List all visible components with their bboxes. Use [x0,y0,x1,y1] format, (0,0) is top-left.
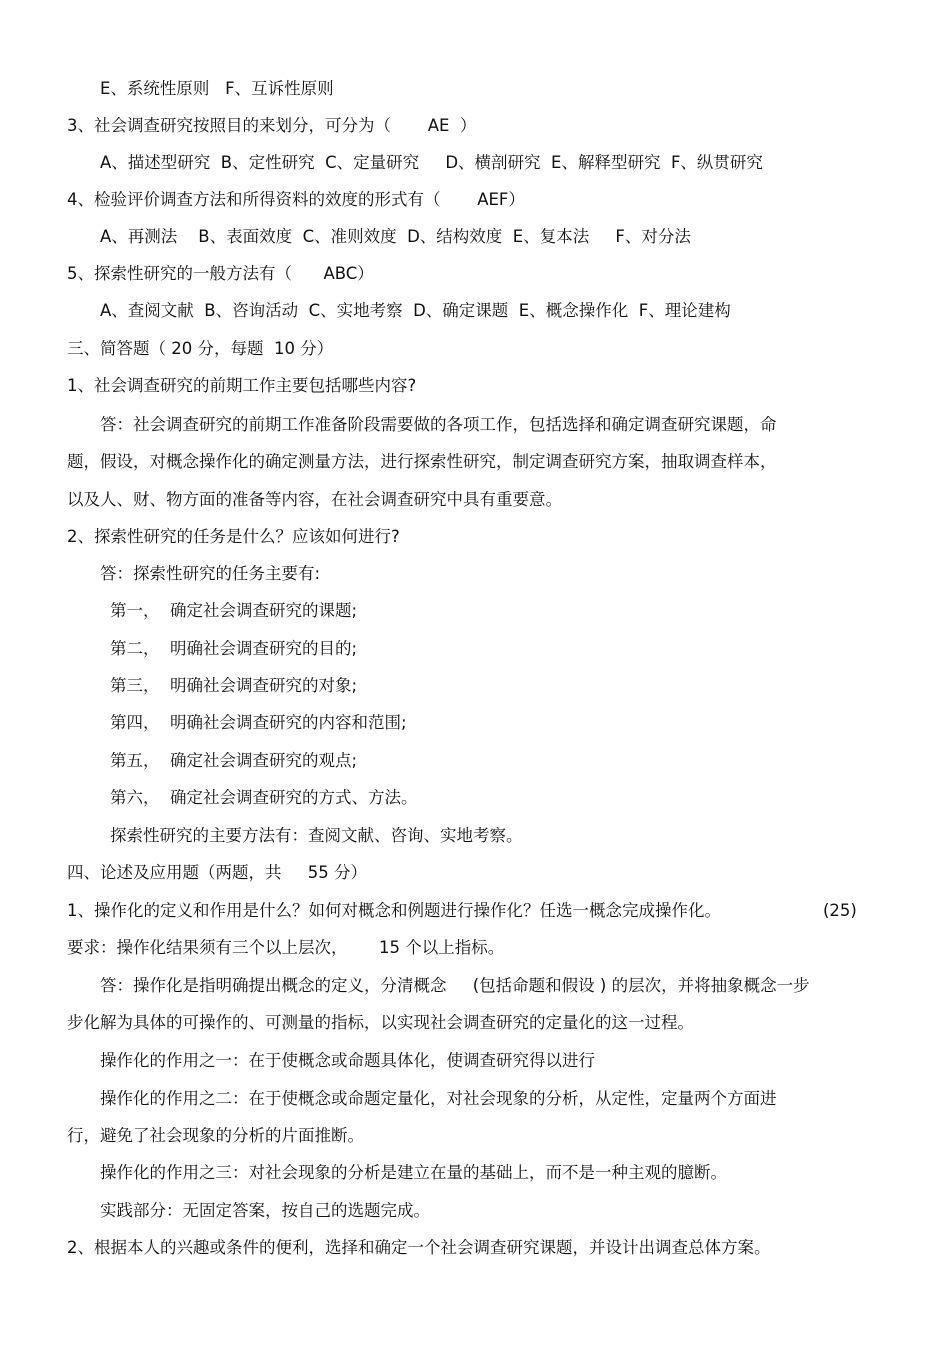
answer-line: 题，假设，对概念操作化的确定测量方法，进行探索性研究，制定调查研究方案，抽取调查样本， [67,452,777,471]
answer-line: 以及人、财、物方面的准备等内容，在社会调查研究中具有重要意。 [67,490,562,509]
list-item: 第五， 确定社会调查研究的观点; [110,751,358,770]
option-line: E、系统性原则 F、互诉性原则 [100,79,334,98]
option-line: A、再测法 B、表面效度 C、准则效度 D、结构效度 E、复本法 F、对分法 [100,227,691,246]
option-line: A、查阅文献 B、咨询活动 C、实地考察 D、确定课题 E、概念操作化 F、理论建构 [100,301,731,320]
question-line: 1、社会调查研究的前期工作主要包括哪些内容? [67,376,417,395]
section-heading: 三、简答题（ 20 分，每题 10 分） [67,339,334,358]
list-item: 第二， 明确社会调查研究的目的; [110,639,358,658]
question-line: 1、操作化的定义和作用是什么？如何对概念和例题进行操作化？任选一概念完成操作化。 (25) [0,896,950,926]
list-item: 第一， 确定社会调查研究的课题; [110,601,358,620]
answer-line: 操作化的作用之三：对社会现象的分析是建立在量的基础上，而不是一种主观的臆断。 [100,1163,727,1182]
answer-line: 探索性研究的主要方法有：查阅文献、咨询、实地考察。 [110,826,523,845]
question-line: 要求：操作化结果须有三个以上层次， 15 个以上指标。 [67,938,505,957]
answer-line: 操作化的作用之二：在于使概念或命题定量化，对社会现象的分析，从定性，定量两个方面进 [100,1089,777,1108]
question-line: 4、检验评价调查方法和所得资料的效度的形式有（ AEF） [67,190,525,209]
section-heading: 四、论述及应用题（两题，共 55 分） [67,863,367,882]
option-line: A、描述型研究 B、定性研究 C、定量研究 D、横剖研究 E、解释型研究 F、纵贯研究 [100,153,763,172]
answer-line: 步化解为具体的可操作的、可测量的指标，以实现社会调查研究的定量化的这一过程。 [67,1013,694,1032]
question-line: 2、根据本人的兴趣或条件的便利，选择和确定一个社会调查研究课题，并设计出调查总体方案。 [67,1238,771,1257]
question-line: 2、探索性研究的任务是什么？应该如何进行? [67,527,400,546]
answer-line: 答：操作化是指明确提出概念的定义，分清概念 (包括命题和假设 ) 的层次，并将抽象概念一步 [100,976,810,995]
answer-line: 实践部分：无固定答案，按自己的选题完成。 [100,1201,430,1220]
answer-line: 答：探索性研究的任务主要有: [100,564,321,583]
answer-line: 答：社会调查研究的前期工作准备阶段需要做的各项工作，包括选择和确定调查研究课题，命 [100,415,777,434]
list-item: 第六， 确定社会调查研究的方式、方法。 [110,788,418,807]
question-line: 5、探索性研究的一般方法有（ ABC） [67,264,374,283]
answer-line: 行，避免了社会现象的分析的片面推断。 [67,1126,364,1145]
score-label: (25) [823,901,857,920]
question-line: 3、社会调查研究按照目的来划分，可分为（ AE ） [67,116,477,135]
list-item: 第三， 明确社会调查研究的对象; [110,676,358,695]
list-item: 第四， 明确社会调查研究的内容和范围; [110,713,407,732]
answer-line: 操作化的作用之一：在于使概念或命题具体化，使调查研究得以进行 [100,1051,595,1070]
